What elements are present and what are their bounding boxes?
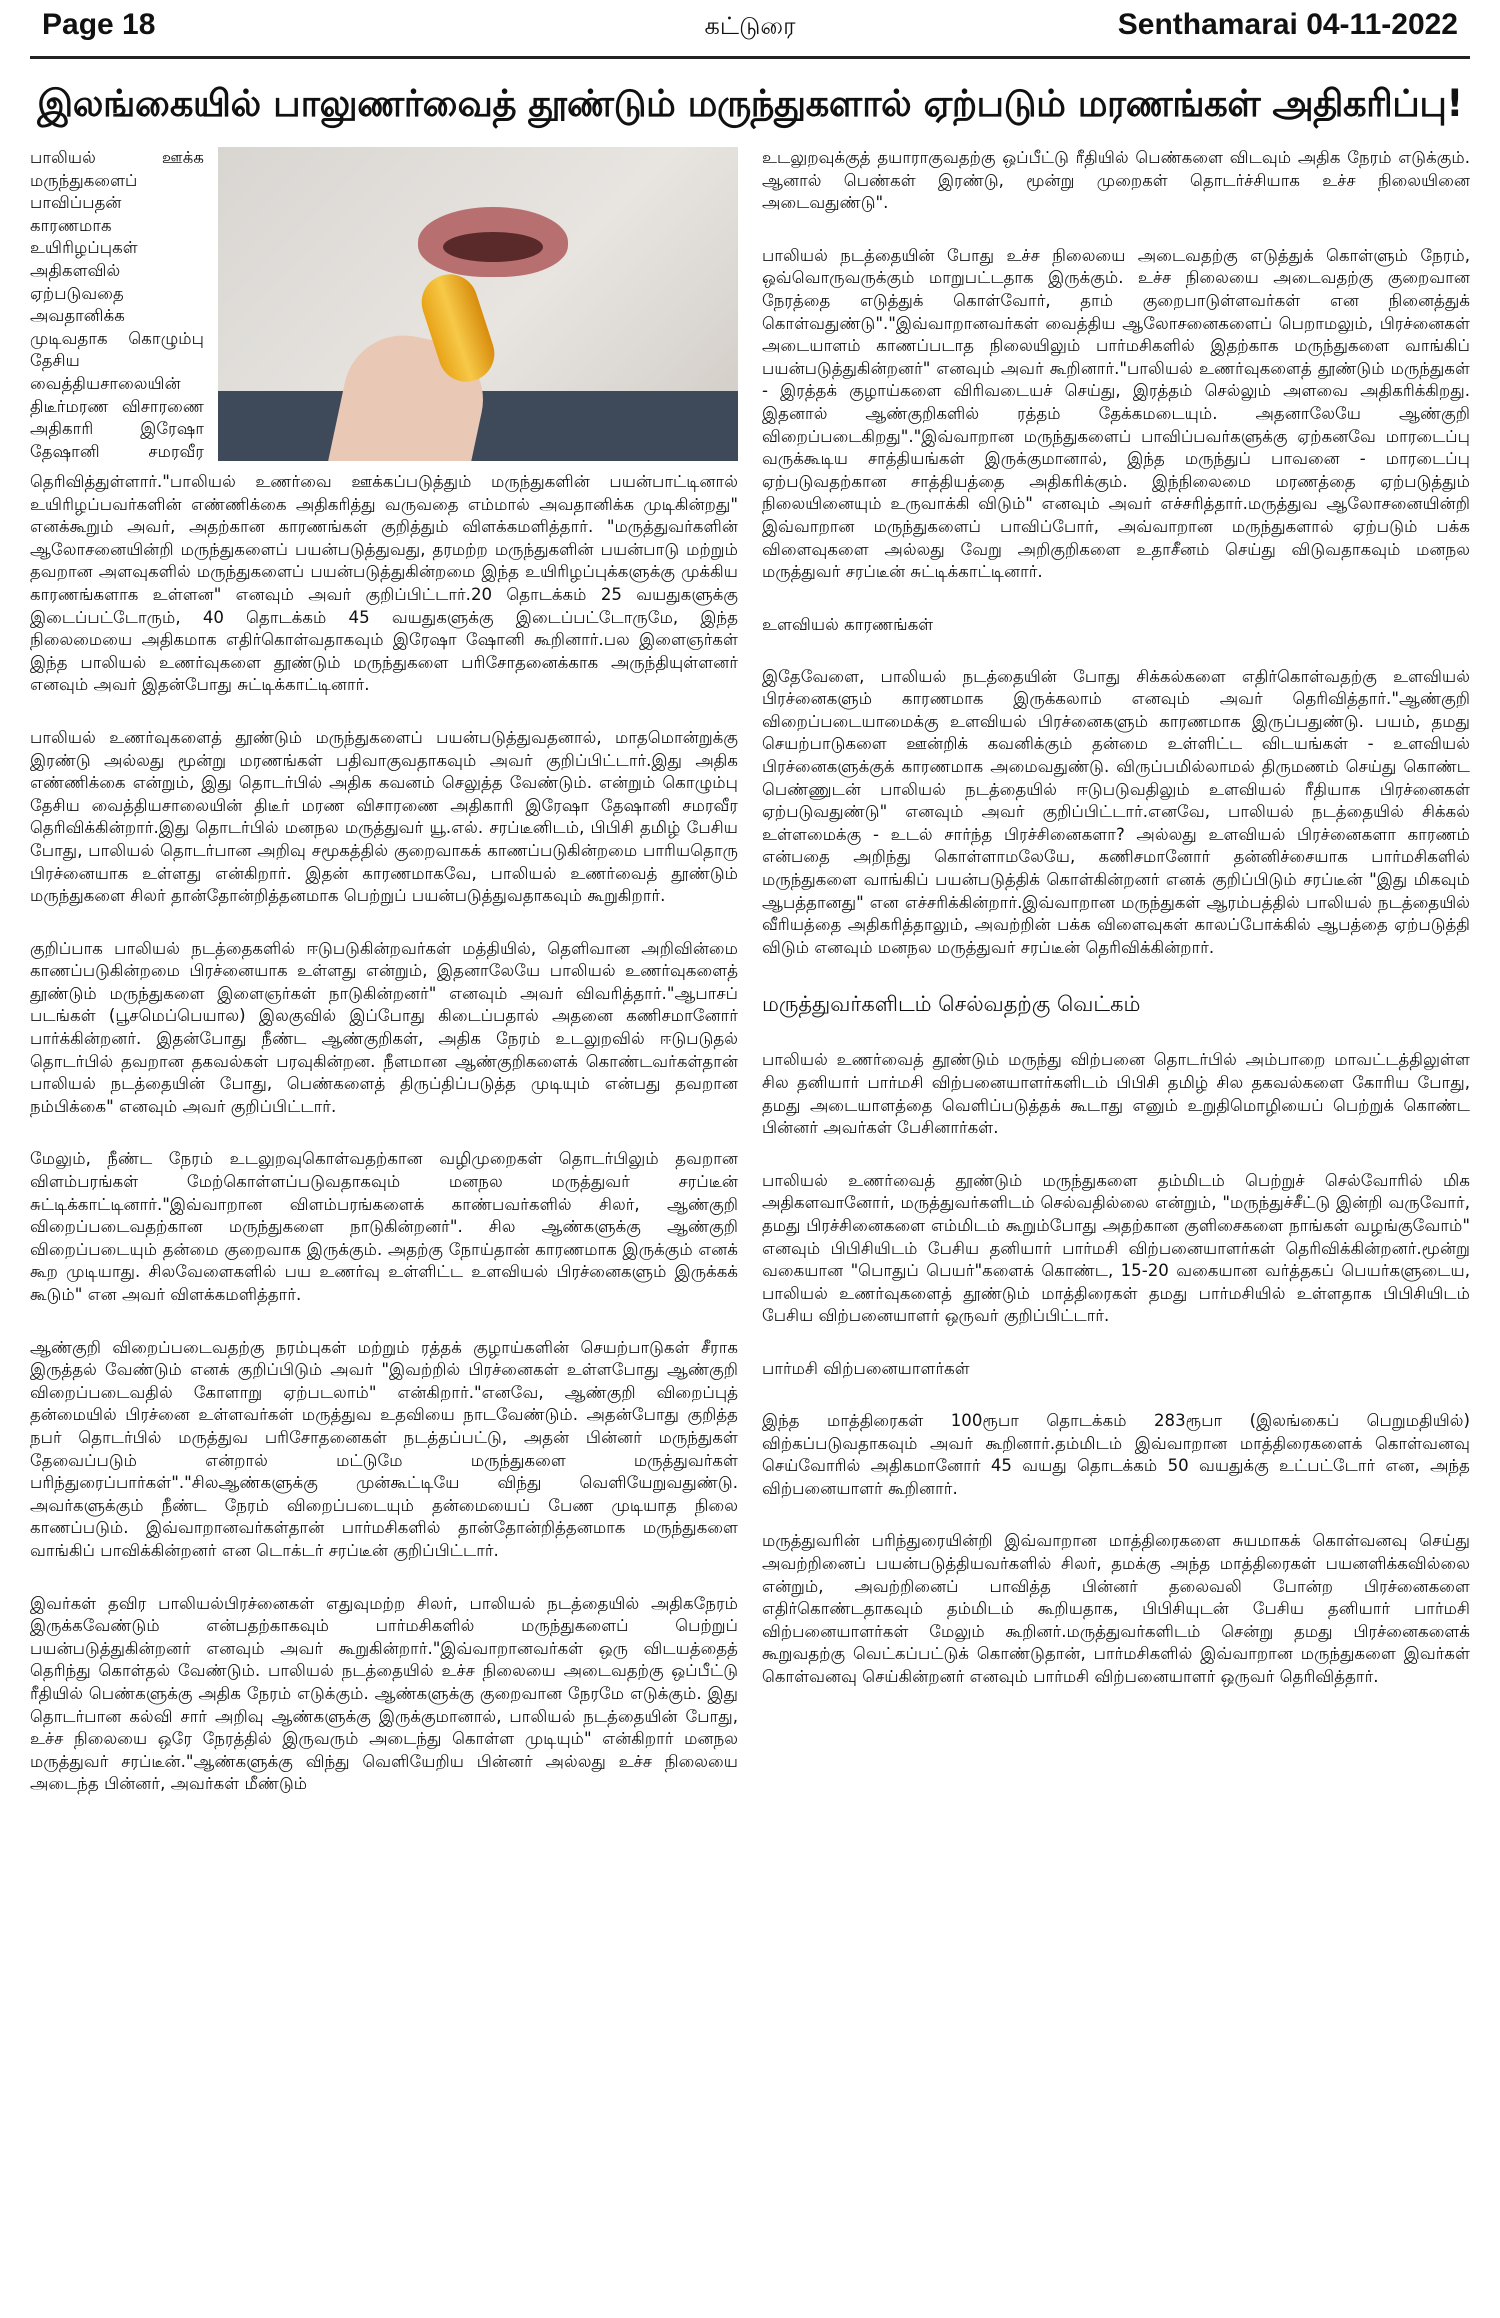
right-column [762, 147, 1470, 2287]
right-paragraph: இந்த மாத்திரைகள் 100ரூபா தொடக்கம் 283ரூபா (இலங்கைப் பெறுமதியில்) விற்கப்படுவதாகவும் அவர் கூறினார்.தம்மிடம் இவ்வாறான மாத்திரைகளைக் கொள்வனவு செய்வோரில் அதிகமானோர் 45 வயது தொடக்கம் 50 வயதுக்கு உட்பட்டோர் என, அந்த விற்பனையாளர் கூறினார். [762, 1410, 1470, 1498]
left-paragraph: பாலியல் உணர்வுகளைத் தூண்டும் மருந்துகளைப் பயன்படுத்துவதனால், மாதமொன்றுக்கு இரண்டு அல்லது மூன்று மரணங்கள் பதிவாகுவதாகவும் அவர் குறிப்பிட்டார்.இது அதிக எண்ணிக்கை என்றும், இது தொடர்பில் அதிக கவனம் செலுத்த வேண்டும். என்றும் கொழும்பு தேசிய வைத்தியசாலையின் திடீர் மரண விசாரணை அதிகாரி இரேஷா தேஷானி சமரவீர தெரிவிக்கின்றார்.இது தொடர்பில் மனநல மருத்துவர் யூ.எல். சரப்டீனிடம், பிபிசி தமிழ் பேசிய போது, பாலியல் தொடர்பான அறிவு சமூகத்தில் குறைவாகக் காணப்படுகின்றமை பாரியதொரு பிரச்னையாக உள்ளது என்கிறார். இதன் காரணமாகவே, பாலியல் உணர்வைத் தூண்டும் மருந்துகளை சிலர் தான்தோன்றித்தனமாக பெற்றுப் பயன்படுத்துவதாகவும் கூறுகிறார். [30, 727, 738, 906]
psych-subheading: உளவியல் காரணங்கள் [762, 614, 934, 634]
right-paragraph: பாலியல் உணர்வைத் தூண்டும் மருந்து விற்பனை தொடர்பில் அம்பாறை மாவட்டத்திலுள்ள சில தனியார் பார்மசி விற்பனையாளர்களிடம் பிபிசி தமிழ் சில தகவல்களை கோரிய போது, தமது அடையாளத்தை வெளிப்படுத்தக் கூடாது எனும் உறுதிமொழியைப் பெற்றுக் கொண்ட பின்னர் அவர்கள் பேசினார்கள். [762, 1050, 1470, 1138]
right-paragraph: இதேவேளை, பாலியல் நடத்தையின் போது சிக்கல்களை எதிர்கொள்வதற்கு உளவியல் பிரச்னைகளும் காரணமாக இருக்கலாம் எனவும் அவர் தெரிவித்தார்."ஆண்குறி விறைப்படையாமைக்கு உளவியல் பிரச்னைகளும் காரணமாக இருப்பதுண்டு. பயம், தமது செயற்பாடுகளை ஊன்றிக் கவனிக்கும் தன்மை உள்ளிட்ட விடயங்கள் - உளவியல் பிரச்னைகளுக்குக் காரணமாக அமைவதுண்டு. விருப்பமில்லாமல் திருமணம் செய்து கொண்ட பெண்ணுடன் பாலியல் நடத்தையில் ஈடுபடுவதிலும் உளவியல் ரீதியாக பிரச்னைகள் ஏற்படுவதுண்டு" எனவும் அவர் குறிப்பிட்டார்.எனவே, பாலியல் நடத்தையில் சிக்கல் உள்ளமைக்கு - உடல் சார்ந்த பிரச்சினைகளா? அல்லது உளவியல் பிரச்னைகளா காரணம் என்பதை அறிந்து கொள்ளாமலேயே, கணிசமானோர் தன்னிச்சையாக பார்மசிகளில் மருந்துகளை வாங்கிப் பயன்படுத்திக் கொள்கின்றனர் எனக் குறிப்பிடும் சரப்டீன் "இது மிகவும் ஆபத்தானது" என எச்சரிக்கின்றார்.இவ்வாறான மருந்துகள் ஆரம்பத்தில் பாலியல் நடத்தையில் வீரியத்தை அதிகரித்தாலும், அவற்றின் பக்க விளைவுகள் காலப்போக்கில் ஆபத்தை ஏற்படுத்தி விடும் எனவும் மனநல மருத்துவர் சரப்டீன் தெரிவிக்கின்றார். [762, 666, 1470, 957]
right-paragraph: உடலுறவுக்குத் தயாராகுவதற்கு ஒப்பீட்டு ரீதியில் பெண்களை விடவும் அதிக நேரம் எடுக்கும். ஆனால் பெண்கள் இரண்டு, மூன்று முறைகள் தொடர்ச்சியாக உச்ச நிலையினை அடைவதுண்டு". [762, 148, 1470, 213]
article-photo [218, 147, 738, 461]
left-paragraph: பாலியல் ஊக்க மருந்துகளைப் பாவிப்பதன் காரணமாக உயிரிழப்புகள் அதிகளவில் ஏற்படுவதை அவதானிக்க முடிவதாக கொழும்பு தேசிய வைத்தியசாலையின் திடீர்மரண விசாரணை அதிகாரி இரேஷா தேஷானி சமரவீர தெரிவித்துள்ளார்."பாலியல் உணர்வை ஊக்கப்படுத்தும் மருந்துகளின் பயன்பாட்டினால் உயிரிழப்பவர்களின் எண்ணிக்கை அதிகரித்து வருவதை எம்மால் அவதானிக்க முடிகின்றது" எனக்கூறும் அவர், அதற்கான காரணங்கள் குறித்தும் விளக்கமளித்தார். "மருத்துவர்களின் ஆலோசனையின்றி மருந்துகளைப் பயன்படுத்துவது, தரமற்ற மருந்துகளின் பயன்பாடு மற்றும் தவறான அளவுகளில் மருந்துகளைப் பயன்படுத்துகின்றமை இந்த உயிரிழப்புக்களுக்கு முக்கிய காரணங்களாக உள்ளன" எனவும் அவர் குறிப்பிட்டார்.20 தொடக்கம் 25 வயதுகளுக்கு இடைப்பட்டோரும், 40 தொடக்கம் 45 வயதுகளுக்கு இடைப்பட்டோருமே, இந்த நிலைமையை அதிகமாக எதிர்கொள்வதாகவும் இரேஷா ஷோனி கூறினார்.பல இளைஞர்கள் இந்த பாலியல் உணர்வுகளை தூண்டும் மருந்துகளை பரிசோதனைக்காக அருந்தியுள்ளனர் எனவும் அவர் இதன்போது சுட்டிக்காட்டினார். [30, 148, 738, 695]
section-label: கட்டுரை [704, 12, 796, 40]
left-paragraph: மேலும், நீண்ட நேரம் உடலுறவுகொள்வதற்கான வழிமுறைகள் தொடர்பிலும் தவறான விளம்பரங்கள் மேற்கொள்ளப்படுவதாகவும் மனநல மருத்துவர் சரப்டீன் சுட்டிக்காட்டினார்."இவ்வாறான விளம்பரங்களைக் காண்பவர்களில் சிலர், ஆண்குறி விறைப்படைவதற்கான மருந்துகளை நாடுகின்றனர்". சில ஆண்களுக்கு ஆண்குறி விறைப்படையும் தன்மை குறைவாக இருக்கும். அதற்கு நோய்தான் காரணமாக இருக்கும் எனக் கூற முடியாது. சிலவேளைகளில் பய உணர்வு உள்ளிட்ட உளவியல் பிரச்னைகளும் இருக்கக் கூடும்" என அவர் விளக்கமளித்தார். [30, 1149, 738, 1304]
left-paragraph: ஆண்குறி விறைப்படைவதற்கு நரம்புகள் மற்றும் ரத்தக் குழாய்களின் செயற்பாடுகள் சீராக இருத்தல் வேண்டும் எனக் குறிப்பிடும் அவர் "இவற்றில் பிரச்னைகள் உள்ளபோது ஆண்குறி விறைப்படைவதில் கோளாறு ஏற்படலாம்" என்கிறார்."எனவே, ஆண்குறி விறைப்புத் தன்மையில் பிரச்னை உள்ளவர்கள் மருத்துவ உதவியை நாடவேண்டும். அதன்போது குறித்த நபர் தொடர்பில் மருத்துவ பரிசோதனைகள் நடத்தப்பட்டு, அதன் பின்னர் மருந்துகள் தேவைப்படும் என்றால் மட்டுமே மருந்துகளை மருத்துவர்கள் பரிந்துரைப்பார்கள்"."சிலஆண்களுக்கு முன்கூட்டியே விந்து வெளியேறுவதுண்டு. அவர்களுக்கும் நீண்ட நேரம் விறைப்படையும் தன்மையைப் பேண முடியாத நிலை காணப்படும். இவ்வாறானவர்கள்தான் பார்மசிகளில் தான்தோன்றித்தனமாக மருந்துகளை வாங்கிப் பாவிக்கின்றனர் என டொக்டர் சரப்டீன் குறிப்பிட்டார். [30, 1337, 738, 1560]
article-headline: இலங்கையில் பாலுணர்வைத் தூண்டும் மருந்துகளால் ஏற்படும் மரணங்கள் அதிகரிப்பு! [37, 82, 1463, 125]
right-paragraph: பாலியல் உணர்வைத் தூண்டும் மருந்துகளை தம்மிடம் பெற்றுச் செல்வோரில் மிக அதிகளவானோர், மருத்துவர்களிடம் செல்வதில்லை என்றும், "மருந்துச்சீட்டு இன்றி வருவோர், தமது பிரச்சினைகளை எம்மிடம் கூறும்போது அதற்கான குளிசைகளை நாங்கள் வழங்குவோம்" எனவும் பிபிசியிடம் பேசிய தனியார் பார்மசி விற்பனையாளர்கள் தெரிவிக்கின்றனர்.மூன்று வகையான "பொதுப் பெயர்"களைக் கொண்ட, 15-20 வகையான வர்த்தகப் பெயர்களுடைய, பாலியல் உணர்வுகளைத் தூண்டும் மாத்திரைகள் தமது பார்மசியில் உள்ளதாக பிபிசியிடம் பேசிய விற்பனையாளர் ஒருவர் குறிப்பிட்டார். [762, 1170, 1470, 1326]
article-body [30, 147, 1470, 2287]
paper-name-date: Senthamarai 04-11-2022 [1117, 8, 1458, 41]
right-paragraph: மருத்துவரின் பரிந்துரையின்றி இவ்வாறான மாத்திரைகளை சுயமாகக் கொள்வனவு செய்து அவற்றினைப் பயன்படுத்தியவர்களில் சிலர், தமக்கு அந்த மாத்திரைகள் பயனளிக்கவில்லை என்றும், அவற்றினைப் பாவித்த பின்னர் தலைவலி போன்ற பிரச்னைகளை எதிர்கொண்டதாகவும் தம்மிடம் கூறியதாக, பிபிசியுடன் பேசிய தனியார் பார்மசி விற்பனையாளர்கள் மேலும் கூறினர்.மருத்துவர்களிடம் சென்று தமது பிரச்னைகளைக் கூறுவதற்கு வெட்கப்பட்டுக் கொண்டுதான், பார்மசிகளில் இவ்வாறான மருந்துகளை இவர்கள் கொள்வனவு செய்கின்றனர் எனவும் பார்மசி விற்பனையாளர் ஒருவர் தெரிவித்தார். [762, 1531, 1470, 1686]
shame-subheading: மருத்துவர்களிடம் செல்வதற்கு வெட்கம் [762, 992, 1141, 1017]
photo-mouth-shape [443, 232, 543, 262]
right-paragraph: பாலியல் நடத்தையின் போது உச்ச நிலையை அடைவதற்கு எடுத்துக் கொள்ளும் நேரம், ஒவ்வொருவருக்கும் மாறுபட்டதாக இருக்கும். உச்ச நிலையை அடைவதற்கு குறைவான நேரத்தை எடுத்துக் கொள்வோர், தாம் குறைபாடுள்ளவர்கள் என நினைத்துக் கொள்வதுண்டு"."இவ்வாறானவர்கள் வைத்திய ஆலோசனைகளைப் பெறாமலும், பிரச்னைகள் அடையாளம் காணப்படாத நிலையிலும் பார்மசிகளில் இதற்காக மருந்துகளை வாங்கிப் பயன்படுத்துகின்றனர்" எனவும் அவர் கூறினார்."பாலியல் உணர்வுகளைத் தூண்டும் மருந்துகள் - இரத்தக் குழாய்களை விரிவடையச் செய்து, இரத்தம் செல்லும் அளவை அதிகரிக்கிறது. இதனால் ஆண்குறிகளில் ரத்தம் தேக்கமடையும். அதனாலேயே ஆண்குறி விறைப்படைகிறது"."இவ்வாறான மருந்துகளைப் பாவிப்பவர்களுக்கு ஏற்கனவே மாரடைப்பு வருக்கூடிய சாத்தியங்கள் இருக்குமானால், இந்த மருந்துப் பாவனை - மாரடைப்பு ஏற்படுவதற்கான சாத்தியத்தை அதிகரிக்கும். இந்நிலைமை மரணத்தை ஏற்படுத்தும் நிலையினையும் உருவாக்கி விடும்" எனவும் அவர் எச்சரித்தார்.மருத்துவ ஆலோசனையின்றி இவ்வாறான மருந்துகளைப் பாவிப்போர், அவ்வாறான மருந்துகளால் ஏற்படும் பக்க விளைவுகளை அல்லது வேறு அறிகுறிகளை உதாசீனம் செய்து விடுவதாகவும் மனநல மருத்துவர் சரப்டீன் சுட்டிக்காட்டினார். [762, 245, 1470, 582]
pharmacy-subheading: பார்மசி விற்பனையாளர்கள் [762, 1358, 970, 1378]
page-number: Page 18 [42, 8, 156, 41]
left-paragraph: குறிப்பாக பாலியல் நடத்தைகளில் ஈடுபடுகின்றவர்கள் மத்தியில், தெளிவான அறிவின்மை காணப்படுகின்றமை பிரச்னையாக உள்ளது என்றும், இதனாலேயே பாலியல் உணர்வுகளைத் தூண்டும் மருந்துகளை இளைஞர்கள் நாடுகின்றனர்" எனவும் அவர் விவரித்தார்."ஆபாசப் படங்கள் (பூசமெப்பெயால) இலகுவில் இப்போது கிடைப்பதால் அதனை கணிசமானோர் பார்க்கின்றனர். இதன்போது நீண்ட ஆண்குறிகள், அதிக நேரம் உடலுறவில் ஈடுபடுதல் தொடர்பில் தவறான தகவல்கள் பரவுகின்றன. நீளமான ஆண்குறிகளைக் கொண்டவர்கள்தான் பாலியல் நடத்தையின் போது, பெண்களைத் திருப்திப்படுத்த முடியும் என்பது தவறான நம்பிக்கை" எனவும் அவர் குறிப்பிட்டார். [30, 938, 738, 1116]
left-paragraph: இவர்கள் தவிர பாலியல்பிரச்னைகள் எதுவுமற்ற சிலர், பாலியல் நடத்தையில் அதிகநேரம் இருக்கவேண்டும் என்பதற்காகவும் பார்மசிகளில் மருந்துகளைப் பெற்றுப் பயன்படுத்துகின்றனர் எனவும் அவர் கூறுகின்றார்."இவ்வாறானவர்கள் ஒரு விடயத்தைத் தெரிந்து கொள்தல் வேண்டும். பாலியல் நடத்தையில் உச்ச நிலையை அடைவதற்கு ஒப்பீட்டு ரீதியில் பெண்களுக்கு அதிக நேரம் எடுக்கும். ஆண்களுக்கு குறைவான நேரமே எடுக்கும். இது தொடர்பான கல்வி சார் அறிவு ஆண்களுக்கு இருக்குமானால், பாலியல் நடத்தையின் போது, உச்ச நிலையை ஒரே நேரத்தில் இருவரும் அடைந்து கொள்ள முடியும்" என்கிறார் மனநல மருத்துவர் சரப்டீன்."ஆண்களுக்கு விந்து வெளியேறிய பின்னர் அல்லது உச்ச நிலையை அடைந்த பின்னர், அவர்கள் மீண்டும் [30, 1593, 738, 1794]
left-column [30, 147, 738, 2287]
masthead [30, 0, 1470, 59]
